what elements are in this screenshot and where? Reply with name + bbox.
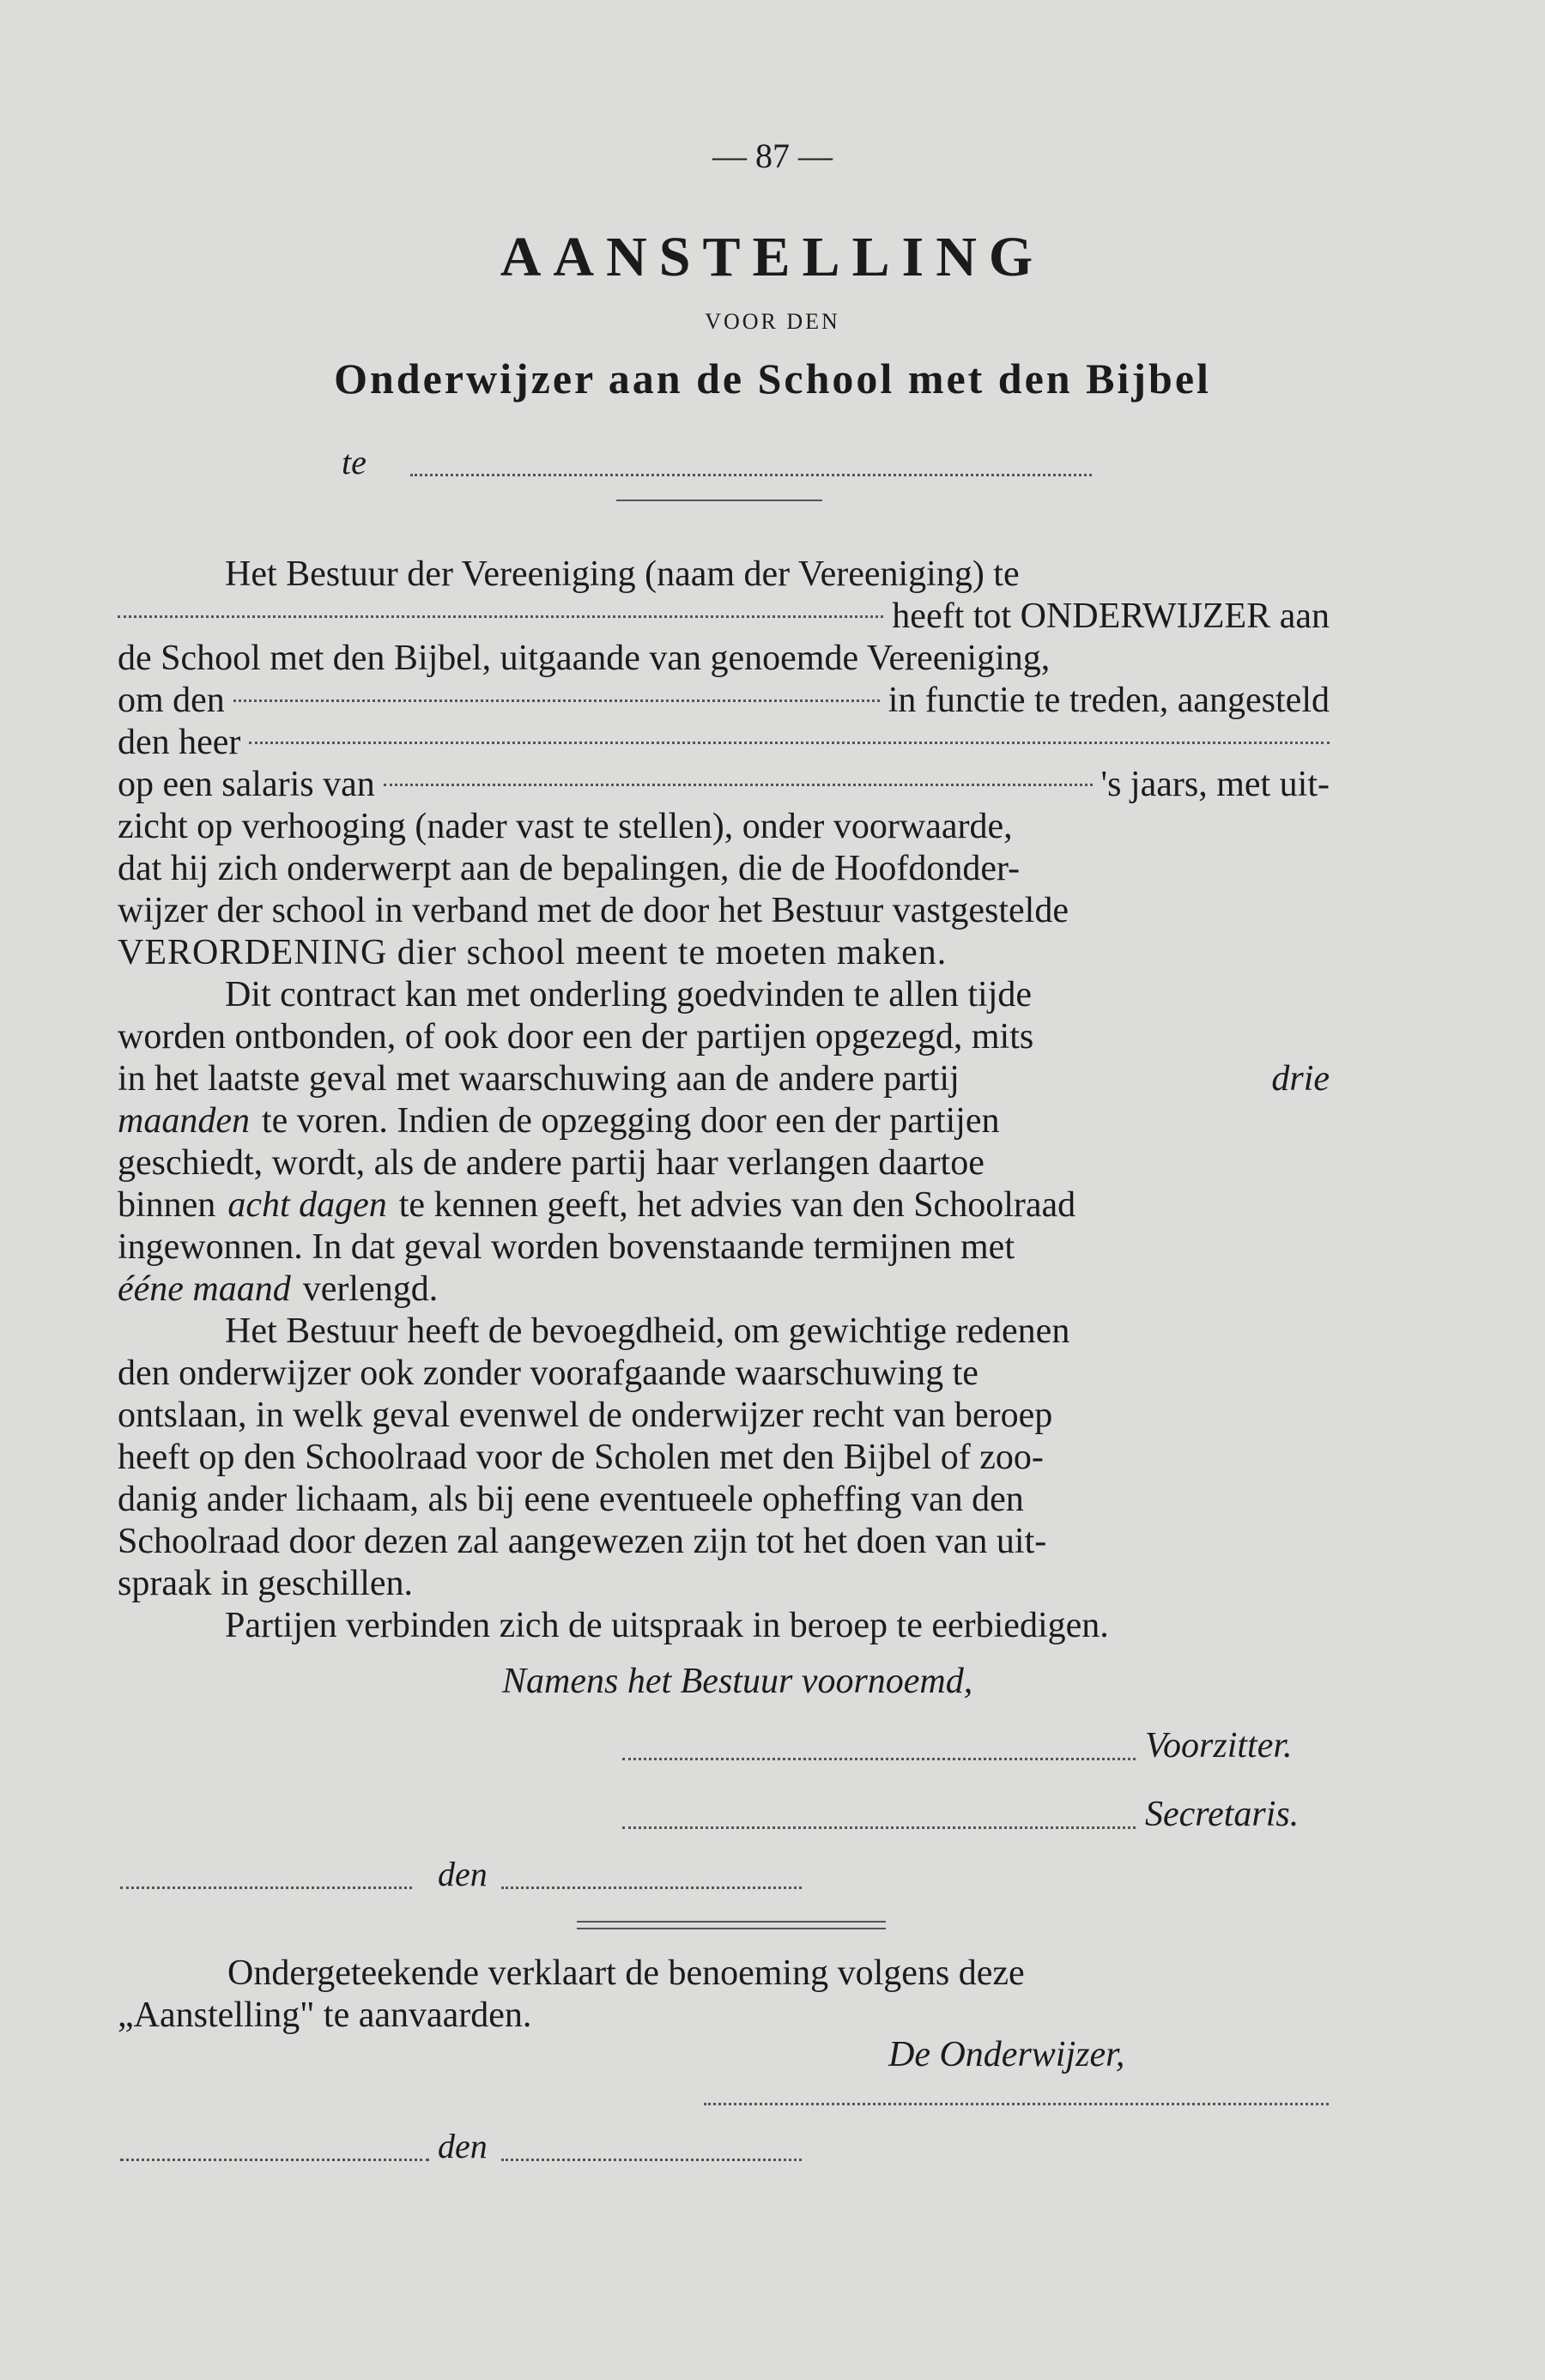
text-line: spraak in geschillen.	[118, 1564, 414, 1603]
text-line: „Aanstelling" te aanvaarden.	[118, 1995, 532, 2035]
text-line: geschiedt, wordt, als de andere partij haar verlangen daartoe	[118, 1143, 985, 1183]
chairman-signature-blank	[622, 1758, 1136, 1760]
text-line: binnen acht dagen te kennen geeft, het advies van den Schoolraad	[118, 1185, 1076, 1225]
on-behalf-line: Namens het Bestuur voornoemd,	[502, 1662, 973, 1701]
date-blank-2	[501, 2159, 802, 2161]
section-divider-bottom	[577, 1928, 886, 1929]
text-line: Schoolraad door dezen zal aangewezen zijn tot het doen van uit-	[118, 1522, 1047, 1561]
text-line: zicht op verhooging (nader vast te stellen), onder voorwaarde,	[118, 807, 1013, 846]
text-line: Het Bestuur heeft de bevoegdheid, om gewichtige redenen	[225, 1311, 1070, 1351]
secretary-signature-blank	[622, 1826, 1136, 1829]
chairman-label: Voorzitter.	[1145, 1726, 1293, 1765]
text-line: heeft op den Schoolraad voor de Scholen met den Bijbel of zoo-	[118, 1438, 1044, 1477]
teacher-label: De Onderwijzer,	[888, 2035, 1125, 2074]
date-prefix-2: den	[438, 2127, 488, 2165]
text-line: Het Bestuur der Vereeniging (naam der Vereeniging) te	[225, 554, 1020, 594]
date-blank-1	[501, 1886, 802, 1889]
association-blank	[118, 615, 883, 618]
section-divider-top	[577, 1921, 886, 1923]
document-heading: Onderwijzer aan de School met den Bijbel	[334, 354, 1211, 403]
teacher-signature-blank	[704, 2103, 1329, 2105]
text-line: ontslaan, in welk geval evenwel de onderwijzer recht van beroep	[118, 1396, 1053, 1435]
text-line: ééne maand verlengd.	[118, 1269, 439, 1309]
name-blank	[249, 742, 1330, 744]
date-blank	[233, 699, 880, 702]
text-line: dat hij zich onderwerpt aan de bepalingen, die de Hoofdonder-	[118, 849, 1021, 888]
place-blank-2	[120, 2159, 429, 2161]
text-line: worden ontbonden, of ook door een der partijen opgezegd, mits	[118, 1017, 1034, 1057]
text-line: den onderwijzer ook zonder voorafgaande waarschuwing te	[118, 1354, 978, 1393]
text-line: Ondergeteekende verklaart de benoeming volgens deze	[227, 1953, 1025, 1993]
text-line: de School met den Bijbel, uitgaande van genoemde Vereeniging,	[118, 639, 1051, 678]
date-prefix-1: den	[438, 1855, 488, 1893]
place-blank	[410, 474, 1092, 476]
text-line: in het laatste geval met waarschuwing aan de andere partij drie	[118, 1059, 1330, 1099]
text-line: ingewonnen. In dat geval worden bovenstaande termijnen met	[118, 1227, 1015, 1267]
contract-body	[118, 554, 1330, 1647]
text-line: wijzer der school in verband met de door het Bestuur vastgestelde	[118, 891, 1069, 930]
place-prefix: te	[342, 443, 367, 481]
text-line: Partijen verbinden zich de uitspraak in beroep te eerbiedigen.	[225, 1606, 1109, 1645]
place-blank-1	[120, 1886, 412, 1889]
page-number: — 87 —	[712, 136, 833, 175]
text-line: om den in functie te treden, aangesteld	[118, 681, 1330, 720]
text-line: Dit contract kan met onderling goedvinden te allen tijde	[225, 975, 1033, 1014]
document-title: AANSTELLING	[500, 226, 1045, 288]
text-line: maanden te voren. Indien de opzegging door een der partijen	[118, 1101, 1000, 1141]
header-divider	[616, 500, 822, 501]
document-subtitle: VOOR DEN	[705, 309, 840, 334]
secretary-label: Secretaris.	[1145, 1795, 1300, 1834]
text-line: VERORDENING dier school meent te moeten maken.	[118, 933, 948, 972]
salary-blank	[384, 784, 1093, 786]
text-line: den heer	[118, 722, 1330, 764]
text-line: op een salaris van 's jaars, met uit-	[118, 765, 1330, 804]
text-line: danig ander lichaam, als bij eene eventueele opheffing van den	[118, 1480, 1024, 1519]
text-line: heeft tot ONDERWIJZER aan	[118, 596, 1330, 638]
acceptance-block	[118, 1953, 1330, 2037]
